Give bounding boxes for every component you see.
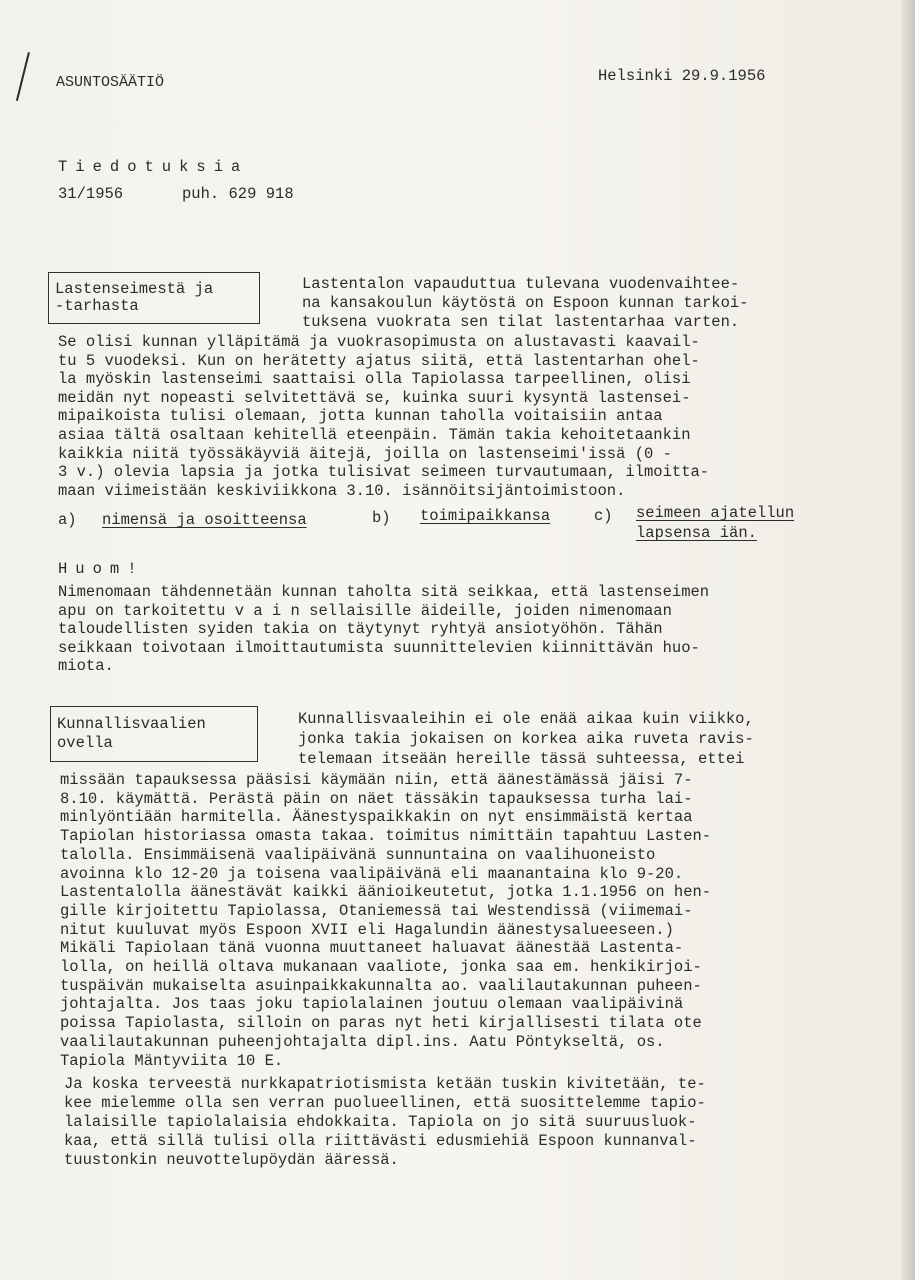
closing-line: tuustonkin neuvottelupöydän ääressä. xyxy=(64,1151,399,1169)
body-line: maan viimeistään keskiviikkona 3.10. isännöitsijäntoimistoon. xyxy=(58,481,626,500)
note-line: miota. xyxy=(58,657,114,676)
note-line: seikkaan toivotaan ilmoittautumista suunnittelevien kiinnittävän huo- xyxy=(58,638,700,657)
item-b-marker: b) xyxy=(372,509,391,527)
body-line: minlyöntiään harmitella. Äänestyspaikkakin on nyt ensimmäistä kertaa xyxy=(60,808,693,827)
section1-body xyxy=(58,333,709,500)
bulletin-number: 31/1956 xyxy=(58,185,124,203)
item-a-marker: a) xyxy=(58,511,77,529)
body-line: johtajalta. Jos taas joku tapiolalainen joutuu olemaan vaalipäivinä xyxy=(60,995,684,1014)
section2-heading-line1: Kunnallisvaalien xyxy=(57,715,206,733)
organization-name: ASUNTOSÄÄTIÖ xyxy=(56,74,165,91)
body-line: meidän nyt nopeasti selvitettävä se, kuinka suuri kysyntä lastensei- xyxy=(58,388,691,407)
body-line: Se olisi kunnan ylläpitämä ja vuokrasopimusta on alustavasti kaavail- xyxy=(58,333,700,351)
note-line: taloudellisten syiden takia on täytynyt ryhtyä ansiotyöhön. Tähän xyxy=(58,620,663,639)
body-line: 8.10. käymättä. Perästä päin on näet tässäkin tapauksessa turha lai- xyxy=(60,789,693,808)
body-line: tu 5 vuodeksi. Kun on herätetty ajatus siitä, että lastentarhan ohel- xyxy=(58,351,700,370)
note-line: apu on tarkoitettu v a i n sellaisille äideille, joiden nimenomaan xyxy=(58,601,672,620)
note-line: Nimenomaan tähdennetään kunnan taholta sitä seikkaa, että lastenseimen xyxy=(58,583,710,601)
body-line: missään tapauksessa pääsisi käymään niin, että äänestämässä jäisi 7- xyxy=(60,771,693,789)
body-line: Tapiolan historiassa omasta takaa. toimitus nimittäin tapahtuu Lasten- xyxy=(60,827,712,846)
body-line: vaalilautakunnan puheenjohtajalta dipl.ins. Aatu Pöntykseltä, os. xyxy=(60,1032,665,1051)
body-line: poissa Tapiolasta, silloin on paras nyt heti kirjallisesti tilata ote xyxy=(60,1014,702,1033)
closing-line: kaa, että sillä tulisi olla riittävästi edusmiehiä Espoon kunnanval- xyxy=(64,1132,697,1150)
body-line: Lastentalolla äänestävät kaikki äänioikeutetut, jotka 1.1.1956 on hen- xyxy=(60,883,712,902)
body-line: 3 v.) olevia lapsia ja jotka tulisivat seimeen turvautumaan, ilmoitta- xyxy=(58,463,710,482)
place-date: Helsinki 29.9.1956 xyxy=(598,67,766,85)
item-c-line2: lapsensa iän. xyxy=(636,524,757,542)
body-line: avoinna klo 12-20 ja toisena vaalipäivänä eli maanantaina klo 9-20. xyxy=(60,864,684,883)
body-line: Mikäli Tapiolaan tänä vuonna muuttaneet haluavat äänestää Lastenta- xyxy=(60,939,684,958)
item-b-text: toimipaikkansa xyxy=(420,507,551,525)
item-c-line1: seimeen ajatellun xyxy=(636,504,795,522)
item-c-marker: c) xyxy=(594,507,613,525)
paper-edge xyxy=(901,0,915,1280)
intro-line: na kansakoulun käytöstä on Espoon kunnan tarkoi- xyxy=(302,294,749,312)
item-a-text: nimensä ja osoitteensa xyxy=(102,511,307,529)
body-line: Tapiola Mäntyviita 10 E. xyxy=(60,1051,284,1070)
pen-mark xyxy=(16,52,30,101)
body-line: kaikkia niitä työssäkäyviä äitejä, joilla on lastenseimi'issä (0 - xyxy=(58,444,672,463)
body-line: gille kirjoitettu Tapiolassa, Otaniemessä tai Westendissä (viimemai- xyxy=(60,901,693,920)
section2-heading-line2: ovella xyxy=(57,734,113,752)
body-line: talolla. Ensimmäisenä vaalipäivänä sunnuntaina on vaalihuoneisto xyxy=(60,845,656,864)
body-line: la myöskin lastenseimi saattaisi olla Tapiolassa tarpeellinen, olisi xyxy=(58,370,691,389)
bulletin-title: Tiedotuksia xyxy=(58,158,249,176)
closing-line: Ja koska terveestä nurkkapatriotismista ketään tuskin kivitetään, te- xyxy=(64,1075,706,1093)
body-line: tuspäivän mukaiselta asuinpaikkakunnalta ao. vaalilautakunnan puheen- xyxy=(60,976,702,995)
section1-heading-line1: Lastenseimestä ja xyxy=(55,280,214,298)
closing-line: kee mielemme olla sen verran puolueellinen, että suosittelemme tapio- xyxy=(64,1094,706,1112)
intro-line: telemaan itseään hereille tässä suhteessa, ettei xyxy=(298,750,745,768)
body-line: asiaa tältä osaltaan kehitellä eteenpäin. Tämän takia kehoitetaankin xyxy=(58,425,691,444)
intro-line: Lastentalon vapauduttua tulevana vuodenvaihtee- xyxy=(302,275,740,293)
body-line: lolla, on heillä oltava mukanaan vaaliote, jonka saa em. henkikirjoi- xyxy=(60,958,702,977)
section2-body xyxy=(60,771,711,1070)
section2-closing xyxy=(64,1075,706,1170)
closing-line: lalaisille tapiolalaisia ehdokkaita. Tapiola on jo sitä suuruusluok- xyxy=(64,1113,697,1131)
intro-line: Kunnallisvaaleihin ei ole enää aikaa kuin viikko, xyxy=(298,710,754,728)
section2-heading-box xyxy=(50,706,258,762)
note-body xyxy=(58,583,709,676)
intro-line: jonka takia jokaisen on korkea aika ruveta ravis- xyxy=(298,730,754,748)
intro-line: tuksena vuokrata sen tilat lastentarhaa varten. xyxy=(302,313,740,331)
body-line: nitut kuuluvat myös Espoon XVII eli Hagalundin äänestysalueeseen.) xyxy=(60,920,674,939)
bulletin-phone: puh. 629 918 xyxy=(182,185,294,203)
note-title: Huom! xyxy=(58,560,145,578)
section1-heading-box xyxy=(48,272,260,324)
body-line: mipaikoista tulisi olemaan, jotta kunnan taholla voitaisiin antaa xyxy=(58,407,663,426)
section1-heading-line2: -tarhasta xyxy=(55,297,139,315)
